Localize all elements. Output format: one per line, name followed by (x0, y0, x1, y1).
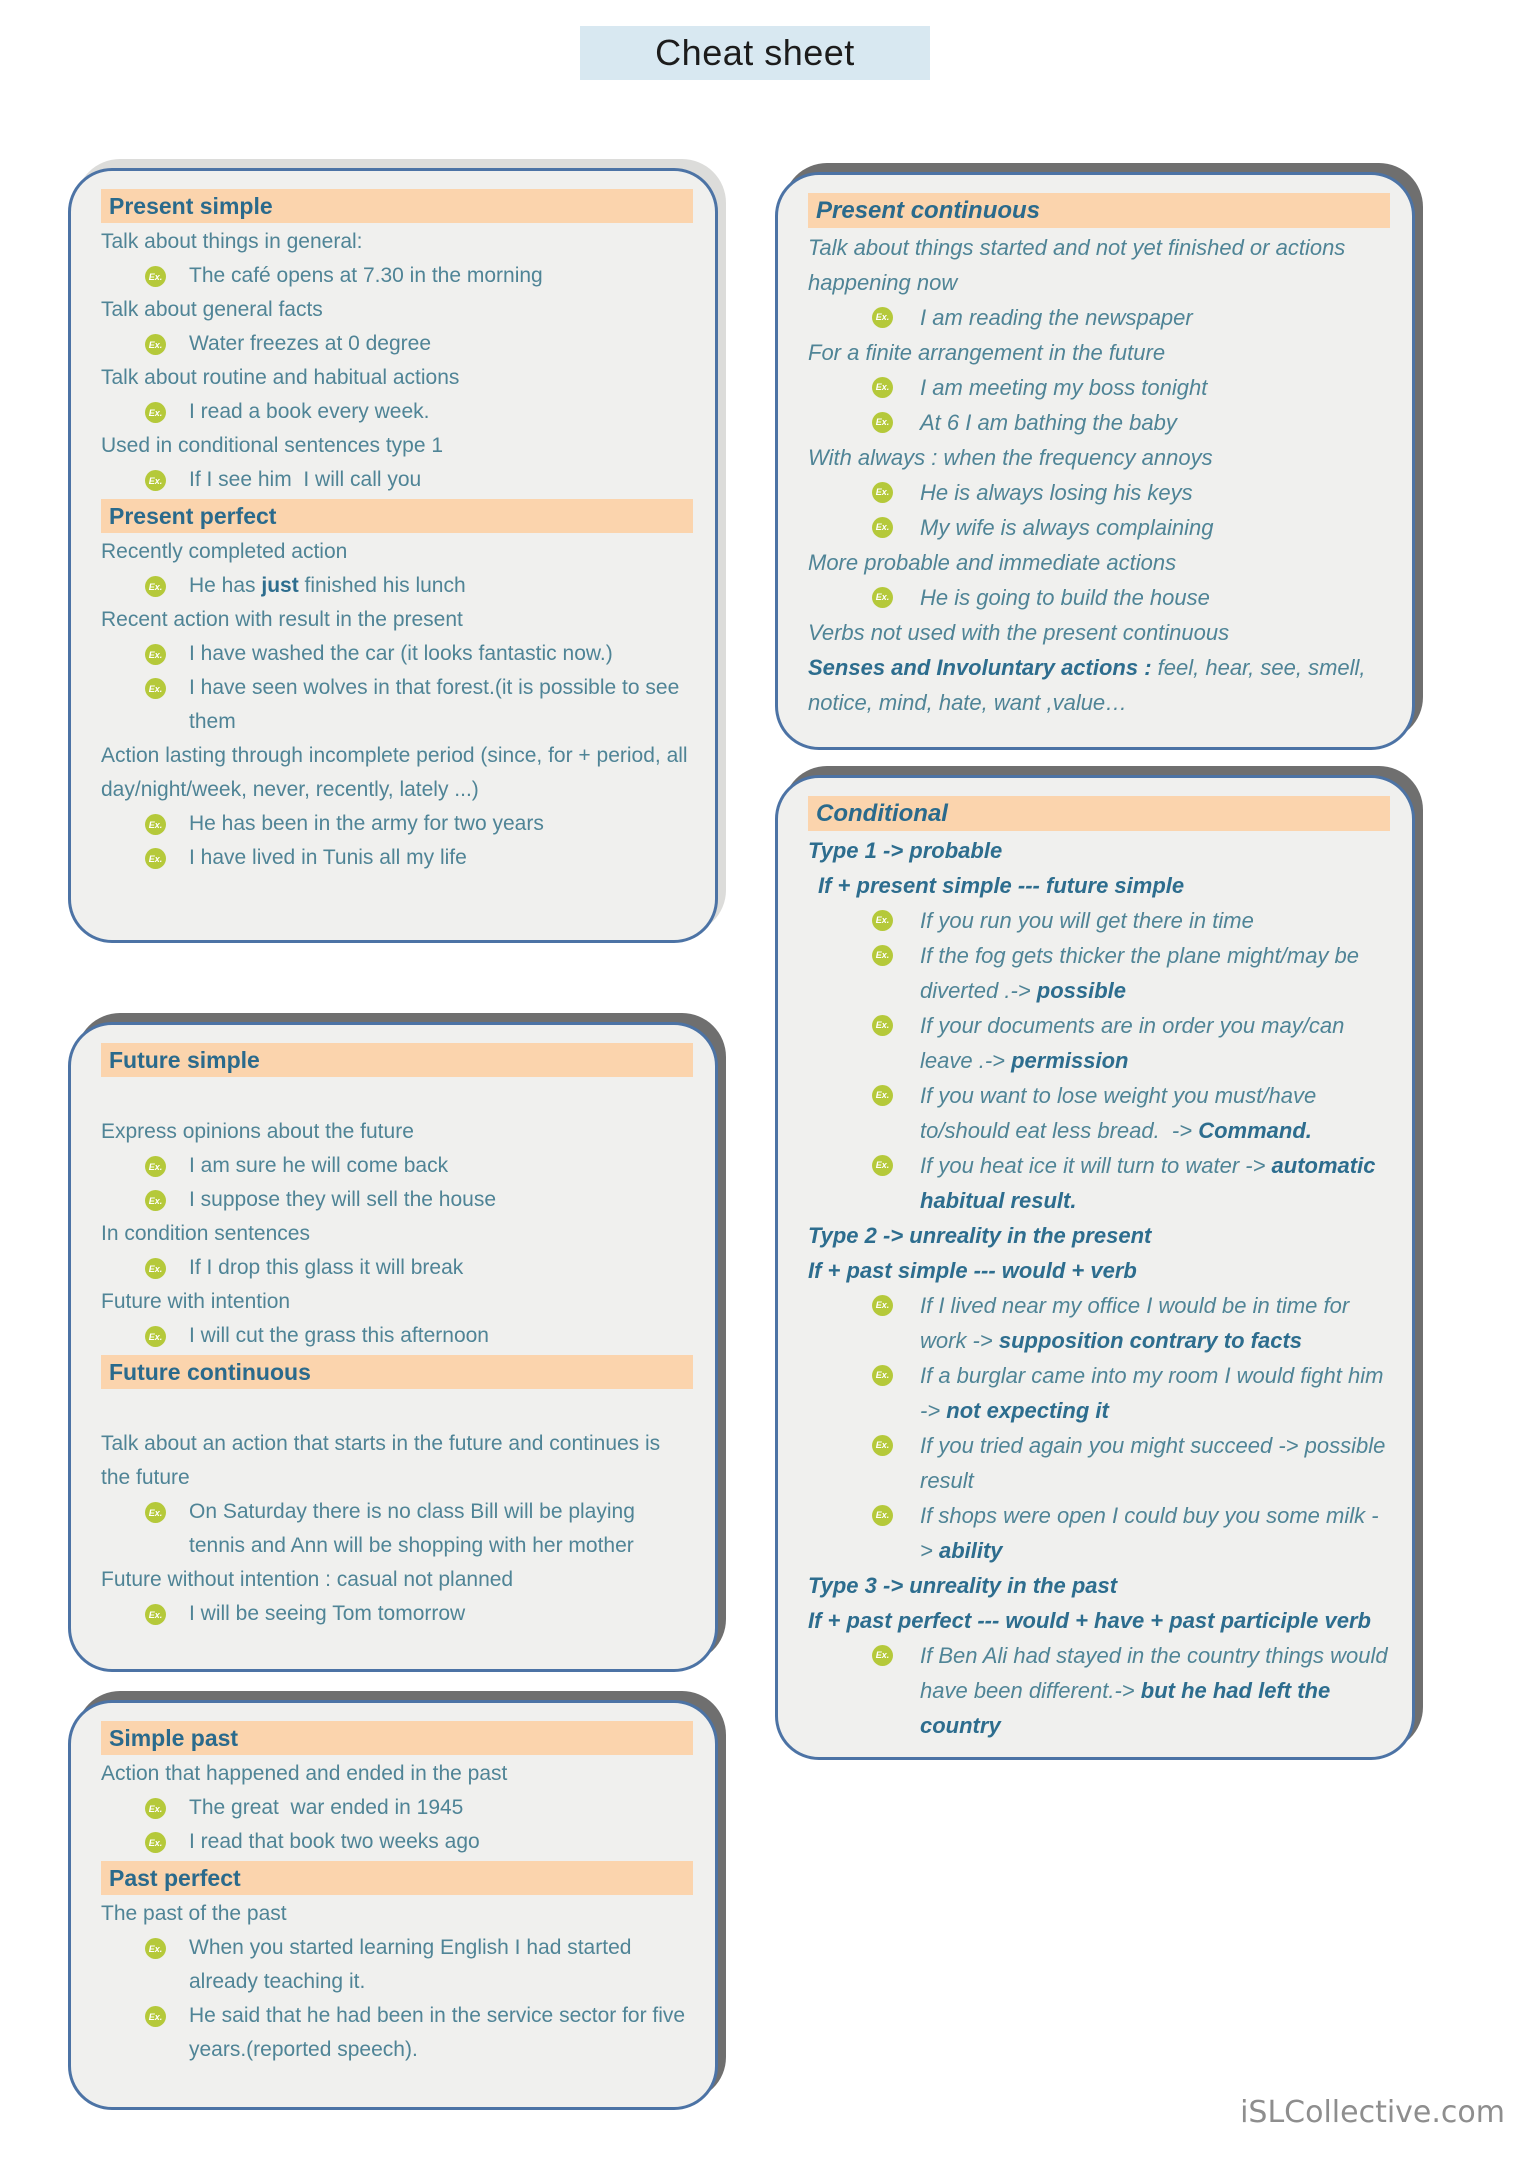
bold-text-segment: permission (1011, 1048, 1129, 1073)
bold-text-segment: possible (1036, 978, 1127, 1003)
rule-text: Recent action with result in the present (101, 608, 463, 631)
example-icon: Ex. (145, 1502, 166, 1523)
example-icon: Ex. (145, 644, 166, 665)
section-header: Present perfect (101, 499, 693, 533)
example-icon: Ex. (145, 470, 166, 491)
example-item (101, 1319, 693, 1353)
example-icon: Ex. (145, 1258, 166, 1279)
bold-text-segment: Command. (1198, 1118, 1312, 1143)
example-text (920, 1363, 1390, 1423)
example-icon: Ex. (145, 1604, 166, 1625)
example-icon: Ex. (872, 1155, 893, 1176)
example-item (101, 395, 693, 429)
rule-text: More probable and immediate actions (808, 550, 1177, 575)
example-text (920, 1503, 1379, 1563)
section-header: Future simple (101, 1043, 693, 1077)
example-text: If you run you will get there in time (920, 908, 1254, 933)
example-icon: Ex. (872, 1435, 893, 1456)
rule-text (808, 1603, 1390, 1638)
example-item (808, 1078, 1390, 1148)
example-icon: Ex. (872, 1015, 893, 1036)
example-text: At 6 I am bathing the baby (920, 410, 1177, 435)
bold-text-segment: If + past perfect --- would + have + past participle verb (808, 1608, 1371, 1633)
rule-text: Express opinions about the future (101, 1120, 414, 1143)
example-text: The great war ended in 1945 (189, 1796, 464, 1819)
text-segment: If a burglar came into my room I would fight him -> (920, 1363, 1390, 1423)
example-icon: Ex. (872, 1365, 893, 1386)
example-item (808, 903, 1390, 938)
example-item (101, 671, 693, 739)
example-icon: Ex. (145, 2006, 166, 2027)
example-text: I read that book two weeks ago (189, 1830, 480, 1853)
example-icon: Ex. (145, 848, 166, 869)
example-text: If I drop this glass it will break (189, 1256, 464, 1279)
example-item (101, 1931, 693, 1999)
example-text: I have washed the car (it looks fantastic now.) (189, 642, 613, 665)
section-header: Past perfect (101, 1861, 693, 1895)
example-item (101, 463, 693, 497)
rule-text (808, 833, 1390, 868)
rule-text: Used in conditional sentences type 1 (101, 434, 444, 457)
example-item (101, 1825, 693, 1859)
rule-text (808, 1218, 1390, 1253)
section-header: Simple past (101, 1721, 693, 1755)
bold-text-segment: Senses and Involuntary actions : (808, 655, 1158, 680)
example-icon: Ex. (872, 1295, 893, 1316)
bold-text-segment: automatic habitual result. (920, 1153, 1382, 1213)
example-icon: Ex. (145, 814, 166, 835)
example-item (101, 1999, 693, 2067)
example-item (101, 327, 693, 361)
text-segment: If the fog gets thicker the plane might/may be diverted .-> (920, 943, 1366, 1003)
rule-text (808, 650, 1390, 720)
example-item (808, 1638, 1394, 1743)
example-text: I am meeting my boss tonight (920, 375, 1208, 400)
example-item (808, 300, 1390, 335)
text-segment: finished his lunch (298, 574, 466, 597)
bold-text-segment: supposition contrary to facts (998, 1328, 1303, 1353)
example-icon: Ex. (145, 1326, 166, 1347)
example-icon: Ex. (872, 517, 893, 538)
rule-text: Future without intention : casual not planned (101, 1568, 514, 1591)
example-text: I have seen wolves in that forest.(it is possible to see them (189, 676, 686, 733)
text-segment: If Ben Ali had stayed in the country things would have been different.-> (920, 1643, 1394, 1703)
example-icon: Ex. (872, 307, 893, 328)
example-item (101, 807, 693, 841)
rule-text: In condition sentences (101, 1222, 310, 1245)
example-text: If you tried again you might succeed -> possible result (920, 1433, 1392, 1493)
rule-text: Verbs not used with the present continuous (808, 620, 1230, 645)
rule-text: The past of the past (101, 1902, 287, 1925)
example-text (920, 1013, 1350, 1073)
example-icon: Ex. (145, 1190, 166, 1211)
rule-text: Future with intention (101, 1290, 291, 1313)
example-text: My wife is always complaining (920, 515, 1214, 540)
example-item (808, 370, 1390, 405)
bold-text-segment: Type 2 -> unreality in the present (808, 1223, 1152, 1248)
example-text (920, 1293, 1355, 1353)
example-text: I am reading the newspaper (920, 305, 1193, 330)
example-text: He is going to build the house (920, 585, 1210, 610)
bold-text-segment: If + present simple --- future simple (818, 873, 1185, 898)
example-icon: Ex. (145, 576, 166, 597)
example-item (808, 938, 1390, 1008)
example-text (189, 574, 466, 597)
example-item (808, 475, 1390, 510)
example-item (101, 569, 693, 603)
example-item (101, 1149, 693, 1183)
example-item (101, 259, 693, 293)
spacer (101, 1079, 693, 1115)
section-header: Present continuous (808, 193, 1390, 228)
text-segment: If your documents are in order you may/can leave .-> (920, 1013, 1351, 1073)
example-text: I am sure he will come back (189, 1154, 449, 1177)
example-icon: Ex. (145, 1832, 166, 1853)
rule-text (808, 1253, 1390, 1288)
example-item (808, 405, 1390, 440)
example-item (101, 1251, 693, 1285)
example-icon: Ex. (872, 945, 893, 966)
example-text: Water freezes at 0 degree (189, 332, 432, 355)
example-item (808, 1428, 1390, 1498)
bold-text-segment: If + past simple --- would + verb (808, 1258, 1137, 1283)
section-header: Present simple (101, 189, 693, 223)
rule-text: Talk about an action that starts in the future and continues is the future (101, 1432, 667, 1489)
example-text: I will cut the grass this afternoon (189, 1324, 489, 1347)
example-item (101, 841, 693, 875)
text-segment: feel, hear, see, smell, notice, mind, hate, want ,value… (808, 655, 1372, 715)
example-text (920, 1153, 1382, 1213)
example-item (101, 1597, 693, 1631)
spacer (101, 1391, 693, 1427)
example-icon: Ex. (145, 1938, 166, 1959)
text-segment: If I lived near my office I would be in time for work -> (920, 1293, 1356, 1353)
rule-text: With always : when the frequency annoys (808, 445, 1213, 470)
example-text (920, 1643, 1394, 1738)
example-text: When you started learning English I had started already teaching it. (189, 1936, 638, 1993)
card-simple-past-perfect (68, 1700, 718, 2110)
example-item (101, 637, 693, 671)
bold-text-segment: but he had left the country (920, 1678, 1337, 1738)
rule-text: Talk about things in general: (101, 230, 363, 253)
example-text: He said that he had been in the service sector for five years.(reported speech). (189, 2004, 691, 2061)
example-icon: Ex. (872, 1645, 893, 1666)
section-header: Conditional (808, 796, 1390, 831)
section-header: Future continuous (101, 1355, 693, 1389)
example-text: I have lived in Tunis all my life (189, 846, 467, 869)
rule-text: For a finite arrangement in the future (808, 340, 1166, 365)
rule-text: Action that happened and ended in the past (101, 1762, 508, 1785)
rule-text (808, 1568, 1390, 1603)
example-text (920, 943, 1365, 1003)
text-segment: He has (189, 574, 262, 597)
example-icon: Ex. (872, 482, 893, 503)
example-item (808, 580, 1390, 615)
rule-text: Talk about general facts (101, 298, 323, 321)
example-item (808, 1148, 1390, 1218)
rule-text: Action lasting through incomplete period (since, for + period, all day/night/week, never, recently, lately ...) (101, 744, 694, 801)
example-text: On Saturday there is no class Bill will be playing tennis and Ann will be shopping with her mother (189, 1500, 641, 1557)
rule-text: Recently completed action (101, 540, 348, 563)
example-item (101, 1791, 693, 1825)
rule-text: Talk about routine and habitual actions (101, 366, 460, 389)
example-text: If I see him I will call you (189, 468, 422, 491)
text-segment: If you heat ice it will turn to water -> (920, 1153, 1272, 1178)
card-conditional (775, 775, 1415, 1760)
example-icon: Ex. (145, 1798, 166, 1819)
text-segment: If shops were open I could buy you some milk -> (920, 1503, 1379, 1563)
example-icon: Ex. (872, 587, 893, 608)
example-text: I read a book every week. (189, 400, 430, 423)
example-item (808, 1288, 1390, 1358)
example-icon: Ex. (872, 377, 893, 398)
islcollective-watermark: iSLCollective.com (1240, 2095, 1505, 2130)
example-icon: Ex. (145, 1156, 166, 1177)
bold-text-segment: Type 1 -> probable (808, 838, 1003, 863)
rule-text: Talk about things started and not yet finished or actions happening now (808, 235, 1352, 295)
example-item (808, 510, 1390, 545)
example-icon: Ex. (872, 412, 893, 433)
example-icon: Ex. (872, 1505, 893, 1526)
example-text: The café opens at 7.30 in the morning (189, 264, 543, 287)
example-item (808, 1358, 1390, 1428)
example-text: I suppose they will sell the house (189, 1188, 497, 1211)
example-text: He is always losing his keys (920, 480, 1193, 505)
card-present-simple-perfect (68, 168, 718, 943)
example-text: He has been in the army for two years (189, 812, 544, 835)
example-icon: Ex. (145, 402, 166, 423)
bold-text-segment: not expecting it (946, 1398, 1109, 1423)
bold-text-segment: just (261, 574, 299, 597)
example-icon: Ex. (872, 1085, 893, 1106)
text-segment: If you want to lose weight you must/have to/should eat less bread. -> (920, 1083, 1323, 1143)
example-icon: Ex. (872, 910, 893, 931)
example-text (920, 1083, 1322, 1143)
example-item (808, 1008, 1390, 1078)
card-future-simple-continuous (68, 1022, 718, 1672)
bold-text-segment: ability (938, 1538, 1003, 1563)
example-item (808, 1498, 1390, 1568)
example-text: I will be seeing Tom tomorrow (189, 1602, 466, 1625)
page-title: Cheat sheet (580, 26, 930, 80)
bold-text-segment: Type 3 -> unreality in the past (808, 1573, 1118, 1598)
example-item (101, 1495, 693, 1563)
example-icon: Ex. (145, 678, 166, 699)
example-icon: Ex. (145, 266, 166, 287)
example-icon: Ex. (145, 334, 166, 355)
card-present-continuous (775, 172, 1415, 750)
example-item (101, 1183, 693, 1217)
rule-text (808, 868, 1390, 903)
